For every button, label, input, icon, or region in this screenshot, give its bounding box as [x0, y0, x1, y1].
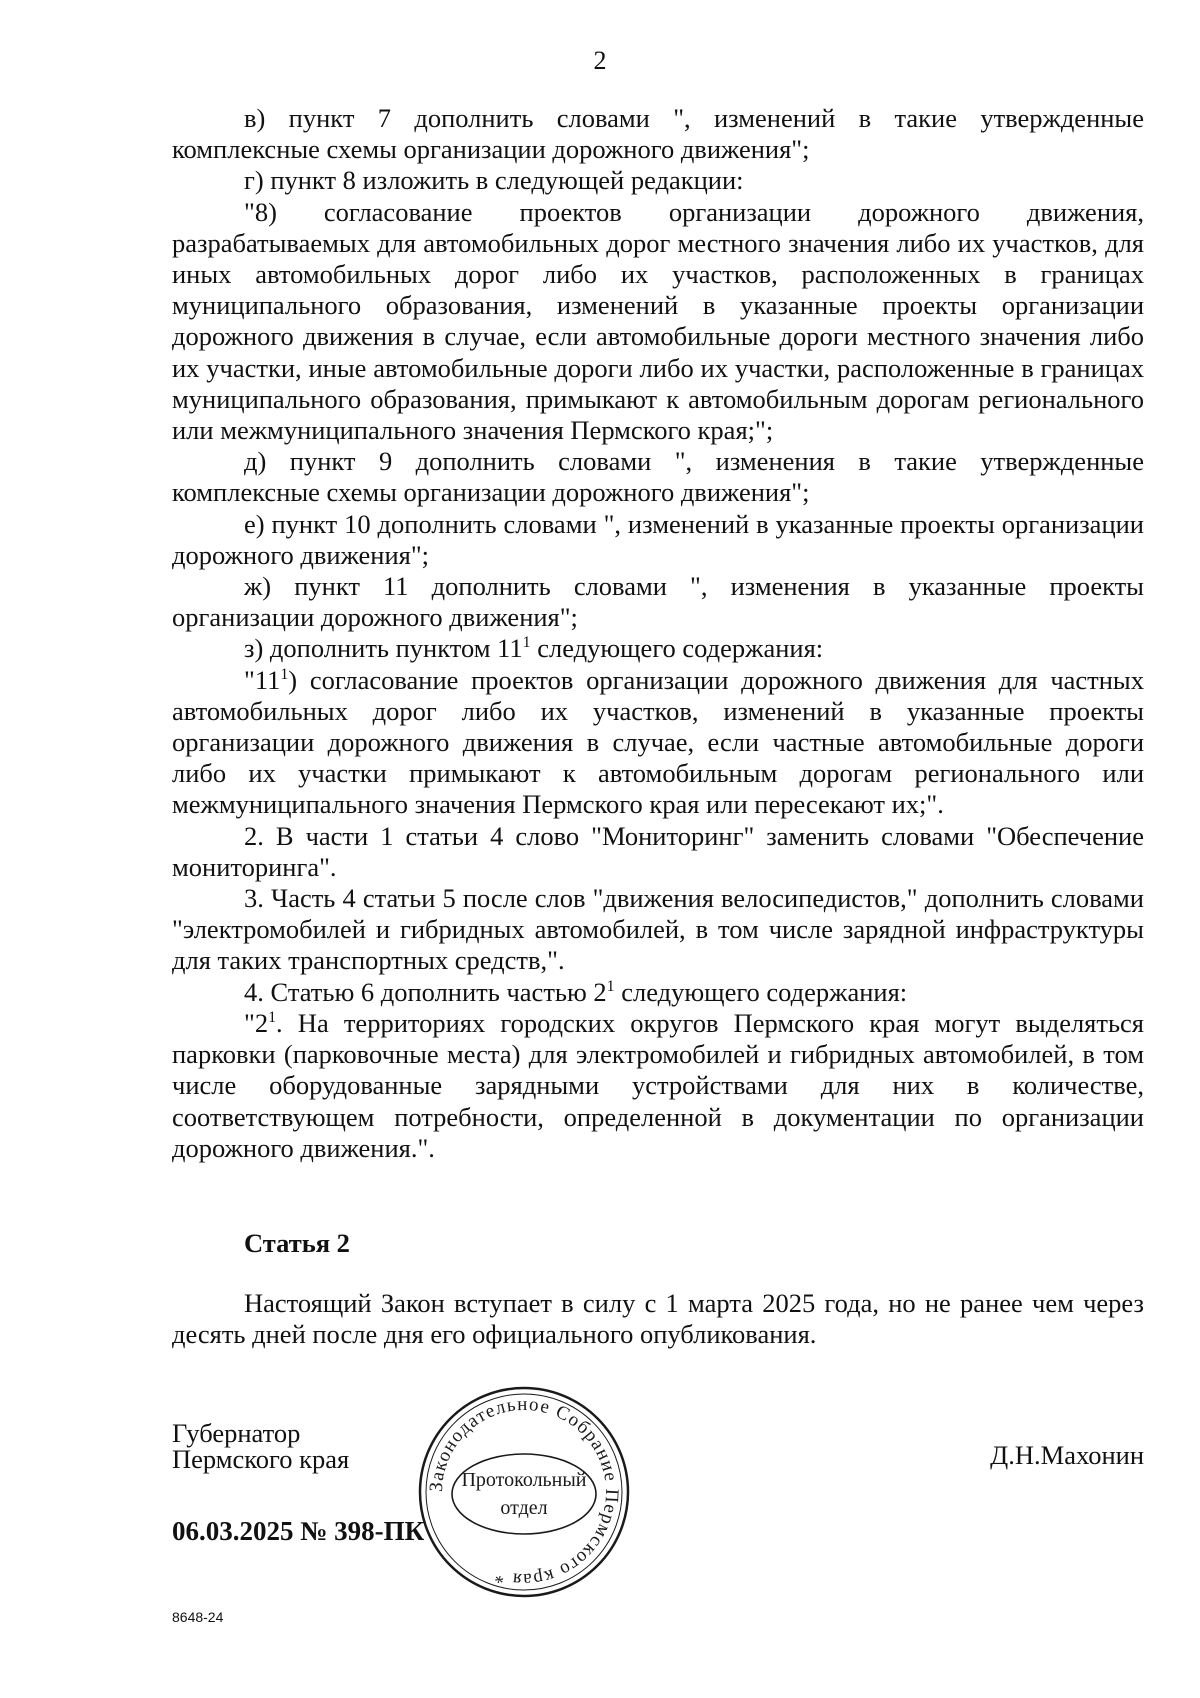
paragraph-point-4-part1: 4. Статью 6 дополнить частью 2 — [244, 976, 607, 1007]
paragraph-part-2-1-part1: "2 — [244, 1007, 269, 1038]
superscript: 1 — [606, 977, 615, 995]
law-date-number: 06.03.2025 № 398-ПК — [172, 1516, 425, 1546]
paragraph-point-2: 2. В части 1 статьи 4 слово "Мониторинг" заменить словами "Обеспечение мониторинга". — [172, 820, 1144, 882]
signatory-name: Д.Н.Махонин — [990, 1440, 1144, 1470]
stamp-outer-ring — [420, 1388, 628, 1596]
paragraph-item-e: е) пункт 10 дополнить словами ", изменений в указанные проекты организации дорожного движения"; — [172, 508, 1144, 570]
document-code: 8648-24 — [172, 1609, 224, 1625]
superscript: 1 — [522, 634, 531, 652]
paragraph-part-2-1-part2: . На территориях городских округов Пермского края могут выделяться парковки (парковочные места) для электромобилей и гибридных автомобилей, в том числе оборудованные зарядными устройствами для них в количестве, соответствующем потребности, определенной в документации по организации дорожного движения.". — [172, 1007, 1144, 1163]
superscript: 1 — [268, 1009, 277, 1027]
official-stamp — [414, 1382, 634, 1602]
paragraph-item-11-1-part2: ) согласование проектов организации дорожного движения для частных автомобильных дорог либо их участков, изменений в указанные проекты организации дорожного движения в случае, если частные автомобильные дороги либо их участки примыкают к автомобильным дорогам регионального или межмуниципального значения Пермского края или пересекают их;". — [172, 664, 1144, 820]
paragraph-item-d: д) пункт 9 дополнить словами ", изменения в такие утвержденные комплексные схемы организации дорожного движения"; — [172, 446, 1144, 508]
paragraph-item-11-1-part1: "11 — [244, 664, 281, 695]
stamp-center-oval — [452, 1454, 596, 1534]
paragraph-item-z-part2: следующего содержания: — [530, 633, 824, 664]
article2-heading: Статья 2 — [244, 1228, 350, 1258]
stamp-ring-text-path: Законодательное Собрание Пермского края * — [425, 1393, 623, 1591]
stamp-center-line1: Протокольный — [461, 1469, 587, 1491]
signatory-title-line2: Пермского края — [172, 1444, 350, 1474]
paragraph-point-4-part2: следующего содержания: — [614, 976, 908, 1007]
paragraph-part-2-1-text — [172, 1008, 1144, 1164]
article1-continuation — [172, 103, 1144, 1164]
stamp-ring-text — [426, 1394, 622, 1590]
paragraph-point-4 — [172, 977, 1144, 1008]
paragraph-item-z — [172, 633, 1144, 664]
paragraph-item-11-1-text — [172, 665, 1144, 821]
paragraph-item-g: г) пункт 8 изложить в следующей редакции: — [244, 165, 744, 196]
paragraph-item-z-part1: з) дополнить пунктом 11 — [244, 633, 523, 664]
paragraph-item-v: в) пункт 7 дополнить словами ", изменений в такие утвержденные комплексные схемы организации дорожного движения"; — [172, 103, 1144, 165]
superscript: 1 — [280, 665, 289, 683]
page-number: 2 — [593, 46, 607, 75]
signatory-title — [172, 1420, 349, 1472]
article2-text: Настоящий Закон вступает в силу с 1 марта 2025 года, но не ранее чем через десять дней после дня его официального опубликования. — [172, 1288, 1144, 1350]
stamp-center-line2: отдел — [500, 1497, 548, 1519]
paragraph-item-8-text: "8) согласование проектов организации дорожного движения, разрабатываемых для автомобильных дорог местного значения либо их участков, для иных автомобильных дорог либо их участков, расположенных в границах муниципального образования, изменений в указанные проекты организации дорожного движения в случае, если автомобильные дороги местного значения либо их участки, иные автомобильные дороги либо их участки, расположенные в границах муниципального образования, примыкают к автомобильным дорогам регионального или межмуниципального значения Пермского края;"; — [172, 196, 1144, 446]
paragraph-point-3: 3. Часть 4 статьи 5 после слов "движения велосипедистов," дополнить словами "электромобилей и гибридных автомобилей, в том числе зарядной инфраструктуры для таких транспортных средств,". — [172, 883, 1144, 976]
signatory-title-line1: Губернатор — [172, 1418, 301, 1448]
paragraph-item-zh: ж) пункт 11 дополнить словами ", изменения в указанные проекты организации дорожного движения"; — [172, 571, 1144, 633]
